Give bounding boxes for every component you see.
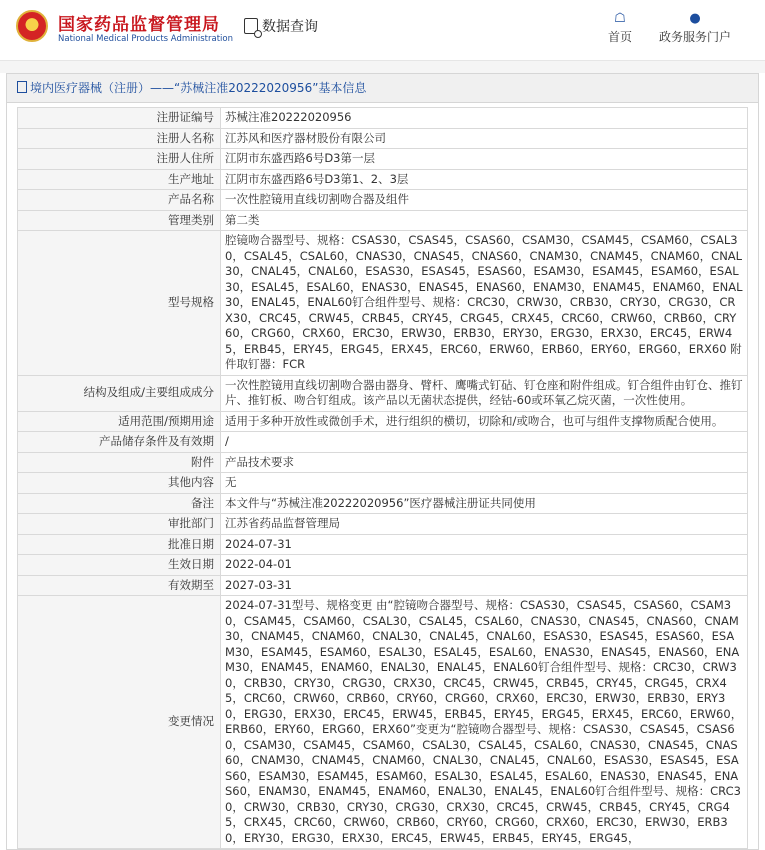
table-row (18, 210, 748, 231)
field-value: 江苏省药品监督管理局 (221, 514, 748, 535)
table-row (18, 452, 748, 473)
field-label: 结构及组成/主要组成成分 (18, 375, 221, 411)
field-label: 型号规格 (18, 231, 221, 376)
logo-title[interactable]: 国家药品监督管理局 (58, 15, 220, 35)
field-value: 腔镜吻合器型号、规格：CSAS30，CSAS45，CSAS60，CSAM30，CSAM45，CSAM60，CSAL30，CSAL45，CSAL60，CNAS30，CNAS45，CNAS60，CNAM30，CNAM45，CNAM60，CNAL30，CNAL45，CNAL60，ESAS30，ESAS45，ESAS60，ESAM30，ESAM45，ESAM60，ESAL30，ESAL45，ESAL60，ENAS30，ENAS45，ENAS60，ENAM30，ENAM45，ENAM60，ENAL30，ENAL45，ENAL60钉合组件型号、规格：CRC30，CRW30，CRB30，CRY30，CRG30，CRX30，CRC45，CRW45，CRB45，CRY45，CRG45，CRX45，CRC60，CRW60，CRB60，CRY60，CRG60，CRX60，ERC30，ERW30，ERB30，ERY30，ERG30，ERX30，ERC45，ERW45，ERB45，ERY45，ERG45，ERX45，ERC60，ERW60，ERB60，ERY60，ERG60，ERX60 附件取钉器：FCR (221, 231, 748, 376)
field-label: 产品名称 (18, 190, 221, 211)
field-value: 本文件与“苏械注准20222020956”医疗器械注册证共同使用 (221, 493, 748, 514)
field-label: 其他内容 (18, 473, 221, 494)
field-label: 产品储存条件及有效期 (18, 432, 221, 453)
table-row (18, 432, 748, 453)
field-label: 审批部门 (18, 514, 221, 535)
nav-service-portal[interactable] (655, 10, 735, 45)
nav-portal-label: 政务服务门户 (658, 30, 731, 44)
nav-home[interactable] (600, 10, 640, 45)
logo-subtitle: National Medical Products Administration (58, 34, 233, 44)
person-icon: ● (689, 11, 701, 26)
table-row (18, 493, 748, 514)
site-header (0, 0, 765, 60)
table-row (18, 190, 748, 211)
table-row (18, 231, 748, 376)
field-label: 变更情况 (18, 596, 221, 849)
field-label: 生效日期 (18, 555, 221, 576)
table-row (18, 473, 748, 494)
field-value: 适用于多种开放性或微创手术，进行组织的横切，切除和/或吻合，也可与组件支撑物质配合使用。 (221, 411, 748, 432)
field-value: 第二类 (221, 210, 748, 231)
field-label: 生产地址 (18, 169, 221, 190)
table-row (18, 108, 748, 129)
panel-title (7, 74, 758, 103)
field-value: 2024-07-31型号、规格变更 由“腔镜吻合器型号、规格：CSAS30，CSAS45，CSAS60，CSAM30，CSAM45，CSAM60，CSAL30，CSAL45，CSAL60，CNAS30，CNAS45，CNAS60，CNAM30，CNAM45，CNAM60，CNAL30，CNAL45，CNAL60，ESAS30，ESAS45，ESAS60，ESAM30，ESAM45，ESAM60，ESAL30，ESAL45，ESAL60，ENAS30，ENAS45，ENAS60，ENAM30，ENAM45，ENAM60，ENAL30，ENAL45，ENAL60钉合组件型号、规格：CRC30，CRW30，CRB30，CRY30，CRG30，CRX30，CRC45，CRW45，CRB45，CRY45，CRG45，CRX45，CRC60，CRW60，CRB60，CRY60，CRG60，CRX60，ERC30，ERW30，ERB30，ERY30，ERG30，ERX30，ERC45，ERW45，ERB45，ERY45，ERG45，ERX45，ERC60，ERW60，ERB60，ERY60，ERG60，ERX60”变更为“腔镜吻合器型号、规格：CSAS30，CSAS45，CSAS60，CSAM30，CSAM45，CSAM60，CSAL30，CSAL45，CSAL60，CNAS30，CNAS45，CNAS60，CNAM30，CNAM45，CNAM60，CNAL30，CNAL45，CNAL60，ESAS30，ESAS45，ESAS60，ESAM30，ESAM45，ESAM60，ESAL30，ESAL45，ESAL60，ENAS30，ENAS45，ENAS60，ENAM30，ENAM45，ENAM60，ENAL30，ENAL45，ENAL60钉合组件型号、规格：CRC30，CRW30，CRB30，CRY30，CRG30，CRX30，CRC45，CRW45，CRB45，CRY45，CRG45，CRX45，CRC60，CRW60，CRB60，CRY60，CRG60，CRX60，ERC30，ERW30，ERB30，ERY30，ERG30，ERX30，ERC45，ERW45，ERB45，ERY45，ERG45， (221, 596, 748, 849)
info-table (17, 107, 748, 849)
field-value: 2024-07-31 (221, 534, 748, 555)
nav-home-label: 首页 (607, 30, 632, 44)
table-row (18, 149, 748, 170)
data-query-label: 数据查询 (262, 19, 318, 35)
field-label: 注册人名称 (18, 128, 221, 149)
field-value: 江阴市东盛西路6号D3第1、2、3层 (221, 169, 748, 190)
field-label: 附件 (18, 452, 221, 473)
field-label: 批准日期 (18, 534, 221, 555)
document-icon (17, 81, 27, 93)
field-value: 2027-03-31 (221, 575, 748, 596)
field-label: 注册证编号 (18, 108, 221, 129)
home-icon: ☖ (614, 11, 626, 26)
table-row (18, 575, 748, 596)
table-row (18, 555, 748, 576)
field-value: 无 (221, 473, 748, 494)
field-value: / (221, 432, 748, 453)
field-label: 适用范围/预期用途 (18, 411, 221, 432)
field-value: 苏械注准20222020956 (221, 108, 748, 129)
field-value: 2022-04-01 (221, 555, 748, 576)
field-value: 一次性腔镜用直线切割吻合器及组件 (221, 190, 748, 211)
field-value: 一次性腔镜用直线切割吻合器由器身、臂杆、鹰嘴式钉砧、钉仓座和附件组成。钉合组件由钉仓、推钉片、推钉板、吻合钉组成。该产品以无菌状态提供，经钴-60或环氧乙烷灭菌，一次性使用。 (221, 375, 748, 411)
info-panel (6, 73, 759, 850)
field-label: 备注 (18, 493, 221, 514)
field-value: 江阴市东盛西路6号D3第一层 (221, 149, 748, 170)
header-divider (0, 60, 765, 73)
field-value: 产品技术要求 (221, 452, 748, 473)
table-row (18, 534, 748, 555)
table-row (18, 169, 748, 190)
table-row (18, 128, 748, 149)
table-row (18, 514, 748, 535)
data-query-link[interactable] (244, 16, 318, 36)
field-value: 江苏风和医疗器材股份有限公司 (221, 128, 748, 149)
panel-title-text: 境内医疗器械（注册）——“苏械注准20222020956”基本信息 (30, 81, 367, 95)
national-emblem-icon (16, 10, 48, 42)
field-label: 有效期至 (18, 575, 221, 596)
table-row (18, 596, 748, 849)
field-label: 管理类别 (18, 210, 221, 231)
document-search-icon (244, 18, 258, 34)
table-row (18, 375, 748, 411)
table-row (18, 411, 748, 432)
field-label: 注册人住所 (18, 149, 221, 170)
